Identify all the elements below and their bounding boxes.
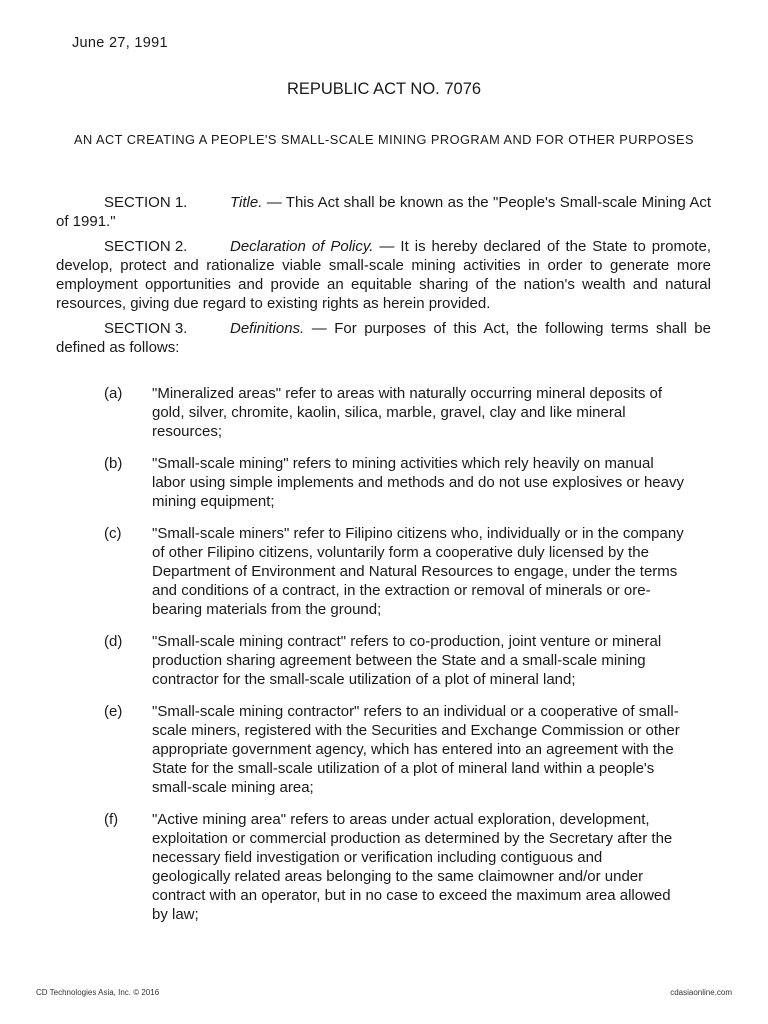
definition-a [104,384,684,441]
section-text: — It is hereby declared of the State to promote, develop, protect and rationalize viable small-scale mining activities in order to generate more employment opportunities and provide an equitable sharing of the nation's wealth and natural resources, giving due regard to existing rights as herein provided. [56,238,711,312]
footer-copyright: CD Technologies Asia, Inc. © 2016 [36,988,160,997]
section-heading: Title. [230,194,263,211]
section-number: SECTION 2. [104,238,188,255]
section-number: SECTION 1. [104,194,188,211]
footer-website: cdasiaonline.com [670,988,732,997]
act-number: REPUBLIC ACT NO. 7076 [286,80,482,98]
definition-label: (f) [104,811,119,828]
act-title: AN ACT CREATING A PEOPLE'S SMALL-SCALE MINING PROGRAM AND FOR OTHER PURPOSES [74,132,694,147]
section-text: — For purposes of this Act, the following terms shall be defined as follows: [56,320,711,356]
definition-text: "Small-scale miners" refer to Filipino citizens who, individually or in the company of other Filipino citizens, voluntarily form a cooperative duly licensed by the Department of Environment and Natural Resources to engage, under the terms and conditions of a contract, in the extraction or removal of minerals or ore-bearing materials from the ground; [152,525,684,618]
section-3 [56,319,711,357]
definition-text: "Small-scale mining contractor" refers to an individual or a cooperative of small-scale miners, registered with the Securities and Exchange Commission or other appropriate government agency, which has entered into an agreement with the State for the small-scale utilization of a plot of mineral land within a people's small-scale mining area; [152,703,680,796]
definition-label: (b) [104,455,123,472]
document-date: June 27, 1991 [72,35,168,51]
definition-text: "Small-scale mining contract" refers to co-production, joint venture or mineral production sharing agreement between the State and a small-scale mining contractor for the small-scale utilization of a plot of mineral land; [152,633,662,688]
definition-c [104,524,684,619]
definition-e [104,702,684,797]
definition-b [104,454,684,511]
definitions-list [104,384,684,937]
section-1 [56,193,711,231]
section-heading: Declaration of Policy. [230,238,374,255]
definition-label: (d) [104,633,123,650]
definition-text: "Mineralized areas" refer to areas with naturally occurring mineral deposits of gold, silver, chromite, kaolin, silica, marble, gravel, clay and like mineral resources; [152,385,663,440]
section-heading: Definitions. [230,320,305,337]
section-2 [56,237,711,313]
definition-label: (c) [104,525,122,542]
definition-text: "Small-scale mining" refers to mining activities which rely heavily on manual labor using simple implements and methods and do not use explosives or heavy mining equipment; [152,455,684,510]
sections [56,193,711,363]
section-number: SECTION 3. [104,320,188,337]
section-text: — This Act shall be known as the "People's Small-scale Mining Act of 1991." [56,194,711,230]
definition-label: (e) [104,703,123,720]
definition-d [104,632,684,689]
definition-f [104,810,684,924]
definition-label: (a) [104,385,123,402]
definition-text: "Active mining area" refers to areas under actual exploration, development, exploitation or commercial production as determined by the Secretary after the necessary field investigation or verification including contiguous and geologically related areas belonging to the same claimowner and/or under contract with an operator, but in no case to exceed the maximum area allowed by law; [152,811,673,923]
